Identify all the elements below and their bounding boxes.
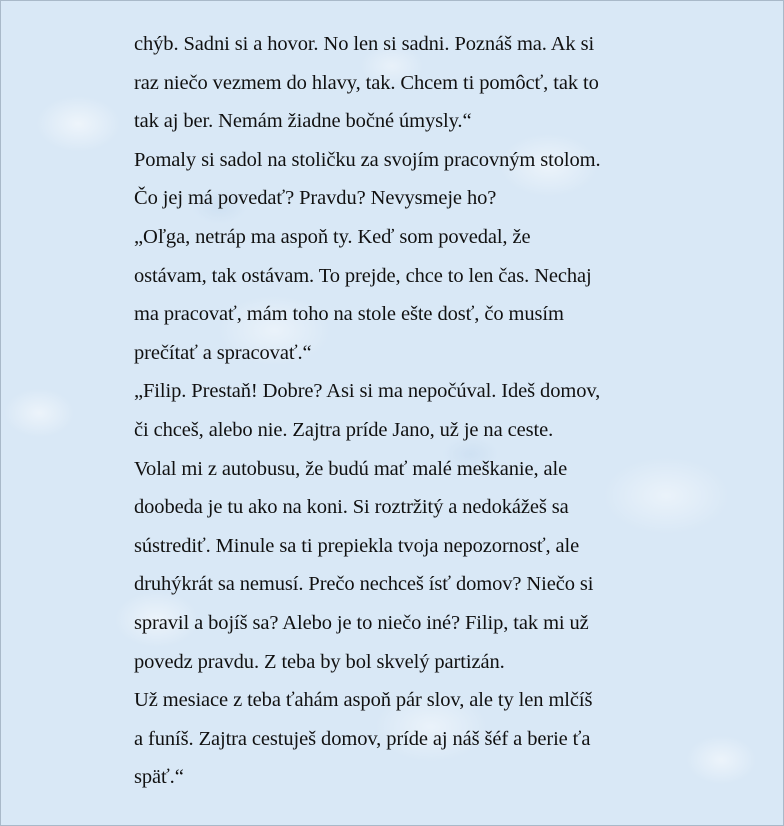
text-line: späť.“ (134, 766, 184, 789)
text-line: prečítať a spracovať.“ (134, 341, 312, 364)
text-line: druhýkrát sa nemusí. Prečo nechceš ísť domov? Niečo si (134, 573, 594, 596)
text-line: doobeda je tu ako na koni. Si roztržitý a nedokážeš sa (134, 496, 569, 519)
text-line: spravil a bojíš sa? Alebo je to niečo iné? Filip, tak mi už (134, 611, 589, 634)
text-line: sústrediť. Minule sa ti prepiekla tvoja nepozornosť, ale (134, 534, 580, 557)
text-line: či chceš, alebo nie. Zajtra príde Jano, už je na ceste. (134, 418, 554, 441)
text-line: „Oľga, netráp ma aspoň ty. Keď som povedal, že (134, 225, 531, 248)
text-line: chýb. Sadni si a hovor. No len si sadni. Poznáš ma. Ak si (134, 33, 595, 55)
text-line: ostávam, tak ostávam. To prejde, chce to len čas. Nechaj (134, 264, 592, 287)
text-line: Volal mi z autobusu, že budú mať malé meškanie, ale (134, 457, 568, 480)
text-line: a funíš. Zajtra cestuješ domov, príde aj náš šéf a berie ťa (134, 727, 591, 750)
document-text (134, 25, 674, 797)
text-line: „Filip. Prestaň! Dobre? Asi si ma nepočúval. Ideš domov, (134, 380, 601, 403)
text-line: povedz pravdu. Z teba by bol skvelý partizán. (134, 650, 505, 673)
text-line: ma pracovať, mám toho na stole ešte dosť, čo musím (134, 303, 564, 326)
text-line: tak aj ber. Nemám žiadne bočné úmysly.“ (134, 110, 472, 133)
text-line: raz niečo vezmem do hlavy, tak. Chcem ti pomôcť, tak to (134, 71, 599, 94)
text-line: Už mesiace z teba ťahám aspoň pár slov, ale ty len mlčíš (134, 689, 593, 712)
text-line: Pomaly si sadol na stoličku za svojím pracovným stolom. (134, 148, 601, 171)
text-line: Čo jej má povedať? Pravdu? Nevysmeje ho? (134, 187, 497, 210)
